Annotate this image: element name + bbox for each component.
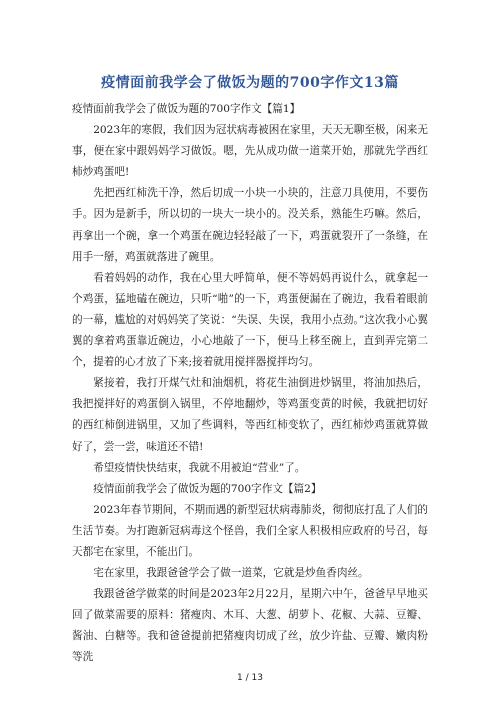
page-number: 1 / 13 xyxy=(237,673,263,683)
body-paragraph: 宅在家里，我跟爸爸学会了做一道菜，它就是炒鱼香肉丝。 xyxy=(93,567,369,580)
section-heading: 疫情面前我学会了做饭为题的700字作文【篇2】 xyxy=(93,482,322,495)
document-body xyxy=(72,99,428,669)
body-paragraph: 先把西红柿洗干净，然后切成一小块一小块的，注意刀具使用，不要伤手。因为是新手，所以切的一块大一块小的。没关系，熟能生巧嘛。然后，再拿出一个碗，拿一个鸡蛋在碗边轻轻敲了一下，鸡蛋就裂开了一条缝，在用手一掰，鸡蛋就落进了碗里。 xyxy=(72,187,428,263)
document-title: 疫情面前我学会了做饭为题的700字作文13篇 xyxy=(101,75,399,91)
body-paragraph: 看着妈妈的动作，我在心里大呼简单，便不等妈妈再说什么，就拿起一个鸡蛋，猛地磕在碗边，只听“啪”的一下，鸡蛋便漏在了碗边，我看着眼前的一幕，尴尬的对妈妈笑了笑说：“失误、失误，我用小点劲。”这次我小心翼翼的拿着鸡蛋靠近碗边，小心地敲了一下，便马上移至碗上，直到弄完第二个，提着的心才放了下来;接着就用搅拌器搅拌均匀。 xyxy=(72,271,428,369)
body-paragraph: 希望疫情快快结束，我就不用被迫“营业”了。 xyxy=(93,461,306,474)
body-paragraph: 2023年的寒假，我们因为冠状病毒被困在家里，天天无聊至极，闲来无事，便在家中跟妈妈学习做饭。嗯，先从成功做一道菜开始，那就先学西红柿炒鸡蛋吧! xyxy=(72,124,428,179)
section-heading: 疫情面前我学会了做饭为题的700字作文【篇1】 xyxy=(72,103,301,115)
body-paragraph: 我跟爸爸学做菜的时间是2023年2月22月，星期六中午，爸爸早早地买回了做菜需要的原料：猪瘦肉、木耳、大葱、胡萝卜、花椒、大蒜、豆瓣、酱油、白糖等。我和爸爸提前把猪瘦肉切成了丝，放少许盐、豆瓣、嫩肉粉等洗 xyxy=(72,588,428,664)
body-paragraph: 2023年春节期间，不期而遇的新型冠状病毒肺炎，彻彻底打乱了人们的生活节奏。为打跑新冠病毒这个怪兽，我们全家人积极相应政府的号召，每天都宅在家里，不能出门。 xyxy=(72,503,428,558)
body-paragraph: 紧接着，我打开煤气灶和油烟机，将花生油倒进炒锅里，将油加热后，我把搅拌好的鸡蛋倒入锅里，不停地翻炒，等鸡蛋变黄的时候，我就把切好的西红柿倒进锅里，又加了些调料，等西红柿变软了，西红柿炒鸡蛋就算做好了，尝一尝，味道还不错! xyxy=(72,377,428,453)
